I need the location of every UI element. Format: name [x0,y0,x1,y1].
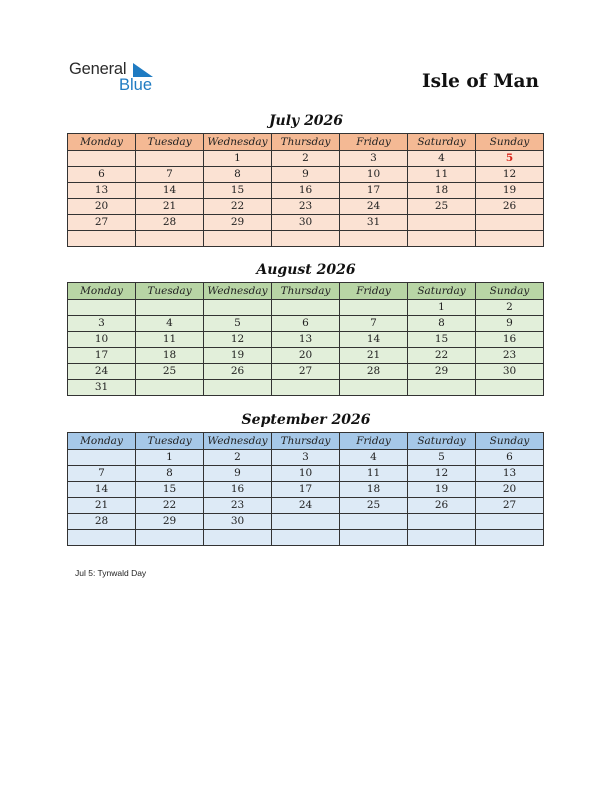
day-cell: 30 [204,514,272,530]
day-cell: 6 [68,167,136,183]
day-cell [408,514,476,530]
day-cell: 16 [476,332,544,348]
day-cell: 9 [476,316,544,332]
weekday-header: Thursday [272,433,340,450]
day-cell [136,151,204,167]
week-row [68,332,544,348]
day-cell: 8 [136,466,204,482]
day-cell: 28 [340,364,408,380]
week-row [68,450,544,466]
day-cell: 4 [136,316,204,332]
week-row [68,514,544,530]
week-row [68,215,544,231]
day-cell: 12 [476,167,544,183]
day-cell [204,380,272,396]
weekday-header: Friday [340,433,408,450]
country-title: Isle of Man [422,71,539,92]
day-cell [204,231,272,247]
day-cell: 21 [340,348,408,364]
day-cell: 7 [136,167,204,183]
week-row [68,466,544,482]
day-cell: 26 [408,498,476,514]
day-cell [136,300,204,316]
weekday-header: Tuesday [136,433,204,450]
day-cell: 22 [136,498,204,514]
day-cell: 10 [68,332,136,348]
day-cell: 24 [340,199,408,215]
day-cell [340,300,408,316]
day-cell: 14 [136,183,204,199]
week-row [68,380,544,396]
day-cell: 26 [204,364,272,380]
day-cell: 9 [204,466,272,482]
day-cell: 15 [408,332,476,348]
week-row [68,482,544,498]
week-row [68,348,544,364]
weekday-header: Saturday [408,134,476,151]
day-cell: 31 [340,215,408,231]
week-row [68,300,544,316]
day-cell: 17 [272,482,340,498]
day-cell: 29 [408,364,476,380]
calendar-september [67,432,544,546]
day-cell: 12 [204,332,272,348]
day-cell: 3 [272,450,340,466]
weekday-header: Sunday [476,283,544,300]
weekday-header: Friday [340,134,408,151]
day-cell: 29 [136,514,204,530]
day-cell [272,530,340,546]
weekday-header: Tuesday [136,134,204,151]
day-cell [68,231,136,247]
day-cell: 3 [340,151,408,167]
weekday-header-row [68,134,544,151]
logo-text-blue: Blue [119,76,153,94]
day-cell: 15 [204,183,272,199]
weekday-header: Saturday [408,433,476,450]
month-title-august: August 2026 [256,262,356,278]
calendar-august [67,282,544,396]
day-cell: 27 [68,215,136,231]
day-cell [476,231,544,247]
day-cell: 2 [476,300,544,316]
day-cell: 31 [68,380,136,396]
day-cell [136,231,204,247]
day-cell: 16 [272,183,340,199]
day-cell [272,231,340,247]
day-cell: 23 [272,199,340,215]
day-cell: 17 [340,183,408,199]
day-cell: 24 [272,498,340,514]
day-cell: 3 [68,316,136,332]
day-cell: 6 [476,450,544,466]
day-cell: 19 [204,348,272,364]
weekday-header: Friday [340,283,408,300]
weekday-header: Wednesday [204,134,272,151]
day-cell [340,231,408,247]
logo-triangle-icon [133,63,153,77]
day-cell: 27 [476,498,544,514]
weekday-header: Monday [68,134,136,151]
week-row [68,183,544,199]
day-cell: 5 [204,316,272,332]
day-cell [272,380,340,396]
day-cell [68,530,136,546]
day-cell: 12 [408,466,476,482]
day-cell: 28 [136,215,204,231]
week-row [68,167,544,183]
logo-text-general: General [69,60,127,78]
day-cell: 1 [408,300,476,316]
weekday-header: Monday [68,283,136,300]
day-cell [476,380,544,396]
day-cell: 16 [204,482,272,498]
day-cell: 26 [476,199,544,215]
day-cell: 19 [408,482,476,498]
day-cell: 23 [204,498,272,514]
week-row [68,231,544,247]
day-cell: 13 [272,332,340,348]
day-cell [68,450,136,466]
day-cell: 18 [408,183,476,199]
weekday-header: Sunday [476,134,544,151]
day-cell: 27 [272,364,340,380]
day-cell: 13 [68,183,136,199]
generalblue-logo [69,60,159,96]
weekday-header-row [68,433,544,450]
day-cell: 5 [476,151,544,167]
day-cell [68,300,136,316]
day-cell: 30 [272,215,340,231]
calendar-july [67,133,544,247]
day-cell: 6 [272,316,340,332]
day-cell: 28 [68,514,136,530]
day-cell: 20 [476,482,544,498]
month-title-july: July 2026 [268,113,344,129]
weekday-header: Wednesday [204,283,272,300]
day-cell: 10 [272,466,340,482]
weekday-header: Wednesday [204,433,272,450]
month-title-september: September 2026 [241,412,371,428]
weekday-header: Monday [68,433,136,450]
day-cell: 1 [204,151,272,167]
day-cell [476,514,544,530]
day-cell: 7 [68,466,136,482]
day-cell: 11 [136,332,204,348]
day-cell: 11 [408,167,476,183]
day-cell: 1 [136,450,204,466]
day-cell: 17 [68,348,136,364]
day-cell: 25 [408,199,476,215]
day-cell: 19 [476,183,544,199]
day-cell: 4 [340,450,408,466]
day-cell [408,530,476,546]
week-row [68,530,544,546]
day-cell [408,231,476,247]
holiday-note: Jul 5: Tynwald Day [75,568,147,578]
day-cell: 7 [340,316,408,332]
day-cell: 21 [68,498,136,514]
day-cell: 29 [204,215,272,231]
day-cell: 2 [272,151,340,167]
day-cell [136,530,204,546]
week-row [68,316,544,332]
day-cell: 24 [68,364,136,380]
day-cell: 8 [204,167,272,183]
day-cell [272,300,340,316]
day-cell [340,530,408,546]
day-cell: 15 [136,482,204,498]
day-cell: 10 [340,167,408,183]
day-cell [476,215,544,231]
day-cell: 14 [340,332,408,348]
day-cell: 25 [340,498,408,514]
day-cell [408,380,476,396]
day-cell: 20 [68,199,136,215]
day-cell: 5 [408,450,476,466]
day-cell: 4 [408,151,476,167]
day-cell [136,380,204,396]
day-cell: 23 [476,348,544,364]
day-cell: 18 [136,348,204,364]
week-row [68,199,544,215]
day-cell [272,514,340,530]
weekday-header-row [68,283,544,300]
weekday-header: Saturday [408,283,476,300]
day-cell: 20 [272,348,340,364]
day-cell [340,380,408,396]
weekday-header: Thursday [272,283,340,300]
day-cell [476,530,544,546]
day-cell: 9 [272,167,340,183]
day-cell: 18 [340,482,408,498]
week-row [68,498,544,514]
week-row [68,151,544,167]
weekday-header: Tuesday [136,283,204,300]
day-cell: 13 [476,466,544,482]
day-cell: 8 [408,316,476,332]
weekday-header: Sunday [476,433,544,450]
day-cell [68,151,136,167]
day-cell: 22 [204,199,272,215]
week-row [68,364,544,380]
day-cell: 11 [340,466,408,482]
day-cell: 14 [68,482,136,498]
weekday-header: Thursday [272,134,340,151]
day-cell: 21 [136,199,204,215]
day-cell: 2 [204,450,272,466]
day-cell [204,300,272,316]
day-cell: 22 [408,348,476,364]
day-cell: 30 [476,364,544,380]
day-cell [408,215,476,231]
day-cell: 25 [136,364,204,380]
day-cell [204,530,272,546]
day-cell [340,514,408,530]
